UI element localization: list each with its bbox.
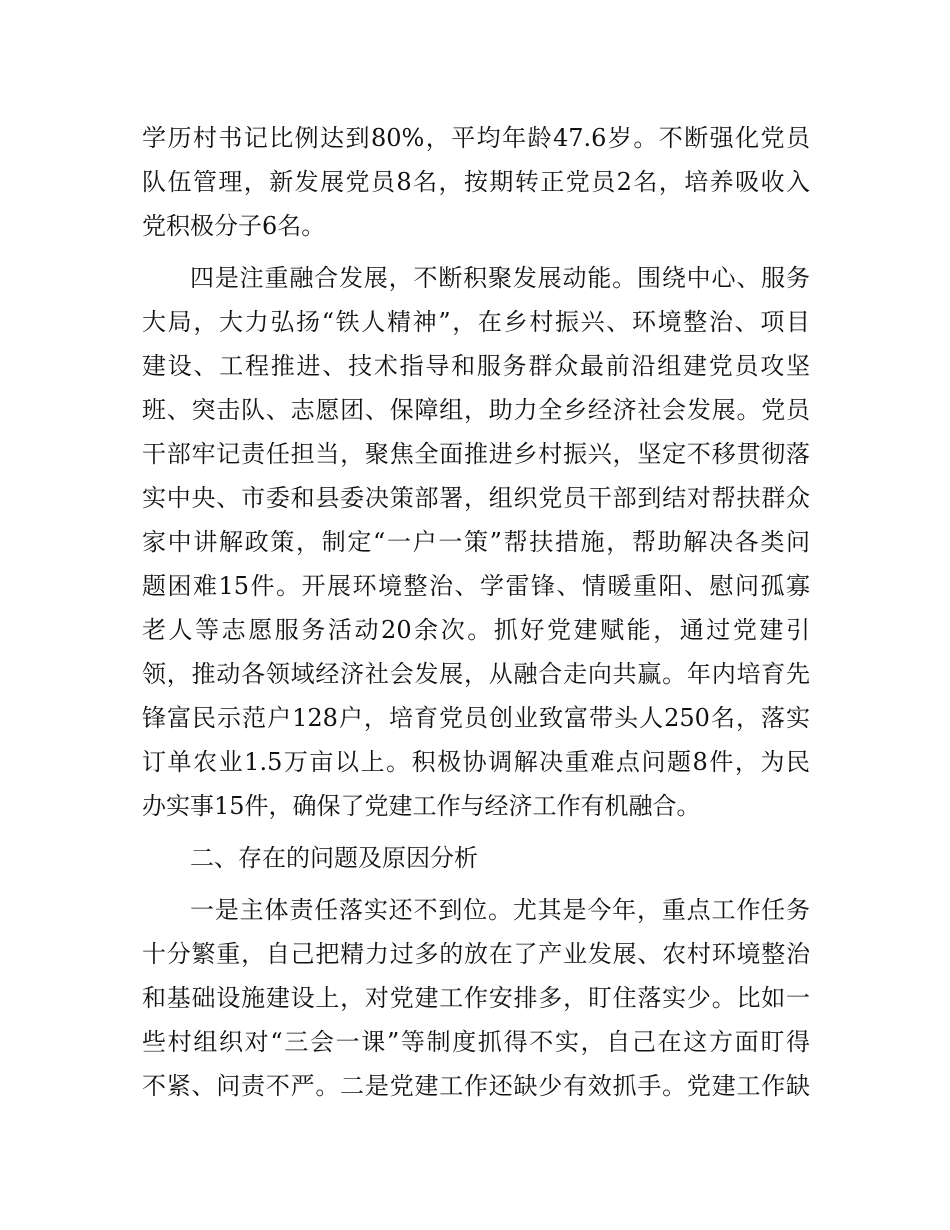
text-line: 大局，大力弘扬“铁人精神”，在乡村振兴、环境整治、项目	[142, 308, 810, 336]
text-line: 干部牢记责任担当，聚焦全面推进乡村振兴，坚定不移贯彻落	[142, 440, 810, 468]
text-line: 学历村书记比例达到80%，平均年龄47.6岁。不断强化党员	[142, 124, 810, 152]
text-line: 家中讲解政策，制定“一户一策”帮扶措施，帮助解决各类问	[142, 528, 810, 556]
text-line: 不紧、问责不严。二是党建工作还缺少有效抓手。党建工作缺	[142, 1072, 810, 1100]
text-line: 锋富民示范户128户，培育党员创业致富带头人250名，落实	[142, 704, 810, 732]
text-line: 实中央、市委和县委决策部署，组织党员干部到结对帮扶群众	[142, 484, 810, 512]
text-line: 班、突击队、志愿团、保障组，助力全乡经济社会发展。党员	[142, 396, 810, 424]
text-line: 老人等志愿服务活动20余次。抓好党建赋能，通过党建引	[142, 616, 810, 644]
text-line: 领，推动各领域经济社会发展，从融合走向共赢。年内培育先	[142, 660, 810, 688]
text-line: 些村组织对“三会一课”等制度抓得不实，自己在这方面盯得	[142, 1028, 810, 1056]
paragraph-first-line: 一是主体责任落实还不到位。尤其是今年，重点工作任务	[190, 896, 810, 924]
text-line: 办实事15件，确保了党建工作与经济工作有机融合。	[142, 792, 701, 820]
section-heading: 二、存在的问题及原因分析	[190, 844, 478, 872]
text-line: 题困难15件。开展环境整治、学雷锋、情暖重阳、慰问孤寡	[142, 572, 810, 600]
paragraph-first-line: 四是注重融合发展，不断积聚发展动能。围绕中心、服务	[190, 264, 810, 292]
text-line: 党积极分子6名。	[142, 212, 326, 240]
text-line: 队伍管理，新发展党员8名，按期转正党员2名，培养吸收入	[142, 168, 810, 196]
text-line: 建设、工程推进、技术指导和服务群众最前沿组建党员攻坚	[142, 352, 810, 380]
text-line: 和基础设施建设上，对党建工作安排多，盯住落实少。比如一	[142, 984, 810, 1012]
text-line: 订单农业1.5万亩以上。积极协调解决重难点问题8件，为民	[142, 748, 810, 776]
text-line: 十分繁重，自己把精力过多的放在了产业发展、农村环境整治	[142, 940, 810, 968]
